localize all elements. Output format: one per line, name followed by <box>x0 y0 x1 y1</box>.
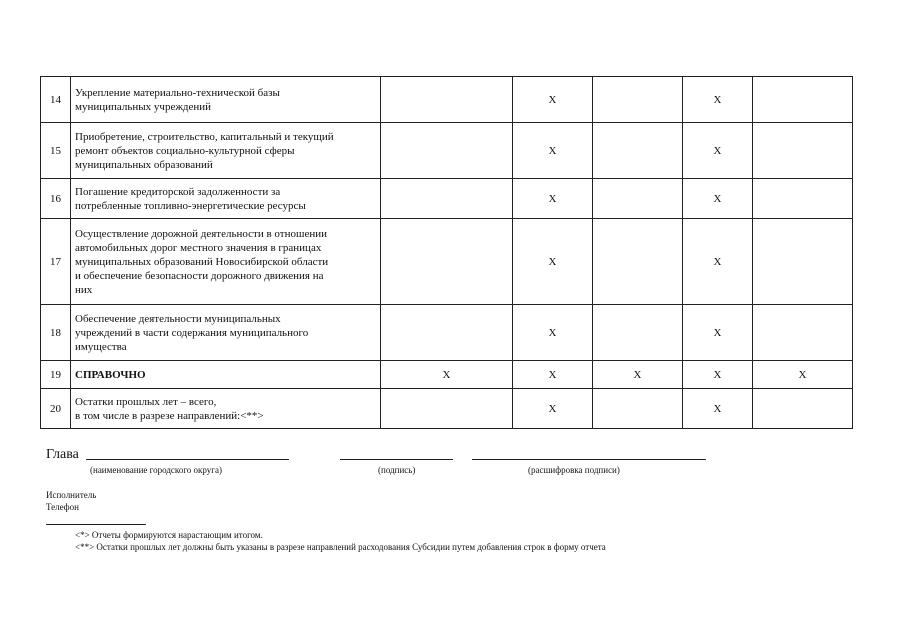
value-cell <box>753 77 853 123</box>
table-row <box>41 389 853 429</box>
description-line: муниципальных образований <box>75 158 213 171</box>
value-cell <box>381 305 513 361</box>
value-cell: Х <box>513 305 593 361</box>
report-table <box>40 76 853 429</box>
report-table-body <box>41 77 853 429</box>
value-cell <box>381 219 513 305</box>
value-cell <box>753 219 853 305</box>
description-line: муниципальных учреждений <box>75 100 212 113</box>
caption-sign: (подпись) <box>378 465 416 475</box>
row-number: 16 <box>41 179 71 219</box>
table-row <box>41 219 853 305</box>
description-line: Обеспечение деятельности муниципальных <box>75 312 281 325</box>
description-line: ремонт объектов социально-культурной сферы <box>75 144 295 157</box>
value-cell <box>753 123 853 179</box>
value-cell: Х <box>513 77 593 123</box>
phone-label: Телефон <box>46 502 79 512</box>
row-number: 20 <box>41 389 71 429</box>
row-description <box>71 179 381 219</box>
value-cell: Х <box>683 77 753 123</box>
row-description <box>71 123 381 179</box>
value-cell: Х <box>513 179 593 219</box>
table-row <box>41 305 853 361</box>
value-cell: Х <box>683 123 753 179</box>
name-line <box>86 459 289 460</box>
row-description <box>71 77 381 123</box>
description-line: Остатки прошлых лет – всего, <box>75 395 217 408</box>
value-cell <box>593 77 683 123</box>
value-cell <box>381 389 513 429</box>
value-cell: Х <box>683 361 753 389</box>
table-row <box>41 179 853 219</box>
sign-line <box>340 459 453 460</box>
description-line: СПРАВОЧНО <box>75 368 146 381</box>
decode-line <box>472 459 706 460</box>
description-line: них <box>75 283 93 296</box>
value-cell <box>381 77 513 123</box>
value-cell <box>381 123 513 179</box>
value-cell <box>593 389 683 429</box>
value-cell: Х <box>683 179 753 219</box>
value-cell: Х <box>513 361 593 389</box>
value-cell <box>593 305 683 361</box>
value-cell: Х <box>381 361 513 389</box>
value-cell: Х <box>683 219 753 305</box>
value-cell: Х <box>513 123 593 179</box>
value-cell <box>593 179 683 219</box>
caption-name: (наименование городского округа) <box>90 465 222 475</box>
value-cell: Х <box>683 389 753 429</box>
description-line: Приобретение, строительство, капитальный и текущий <box>75 130 334 143</box>
footnote-separator <box>46 524 146 525</box>
value-cell <box>593 219 683 305</box>
row-number: 18 <box>41 305 71 361</box>
footnote-2: <**> Остатки прошлых лет должны быть указаны в разрезе направлений расходования Субсидии путем добавления строк в форму отчета <box>75 542 606 552</box>
value-cell <box>753 305 853 361</box>
description-line: и обеспечение безопасности дорожного движения на <box>75 269 324 282</box>
value-cell: Х <box>683 305 753 361</box>
caption-decode: (расшифровка подписи) <box>528 465 620 475</box>
value-cell <box>753 179 853 219</box>
description-line: Осуществление дорожной деятельности в отношении <box>75 227 327 240</box>
description-line: потребленные топливно-энергетические ресурсы <box>75 199 306 212</box>
description-line: автомобильных дорог местного значения в границах <box>75 241 322 254</box>
description-line: учреждений в части содержания муниципального <box>75 326 309 339</box>
executor-label: Исполнитель <box>46 490 97 500</box>
value-cell <box>593 123 683 179</box>
description-line: муниципальных образований Новосибирской области <box>75 255 329 268</box>
row-number: 15 <box>41 123 71 179</box>
row-description <box>71 305 381 361</box>
table-row <box>41 123 853 179</box>
row-number: 17 <box>41 219 71 305</box>
value-cell <box>753 389 853 429</box>
value-cell: Х <box>753 361 853 389</box>
table-row <box>41 361 853 389</box>
row-description <box>71 361 381 389</box>
value-cell: Х <box>513 219 593 305</box>
value-cell <box>381 179 513 219</box>
row-description <box>71 219 381 305</box>
row-number: 14 <box>41 77 71 123</box>
table-row <box>41 77 853 123</box>
description-line: имущества <box>75 340 127 353</box>
footnote-1: <*> Отчеты формируются нарастающим итогом. <box>75 530 263 540</box>
row-description <box>71 389 381 429</box>
value-cell: Х <box>513 389 593 429</box>
description-line: в том числе в разрезе направлений:<**> <box>75 409 264 422</box>
row-number: 19 <box>41 361 71 389</box>
signature-title: Глава <box>46 447 79 462</box>
value-cell: Х <box>593 361 683 389</box>
description-line: Погашение кредиторской задолженности за <box>75 185 281 198</box>
description-line: Укрепление материально-технической базы <box>75 86 280 99</box>
